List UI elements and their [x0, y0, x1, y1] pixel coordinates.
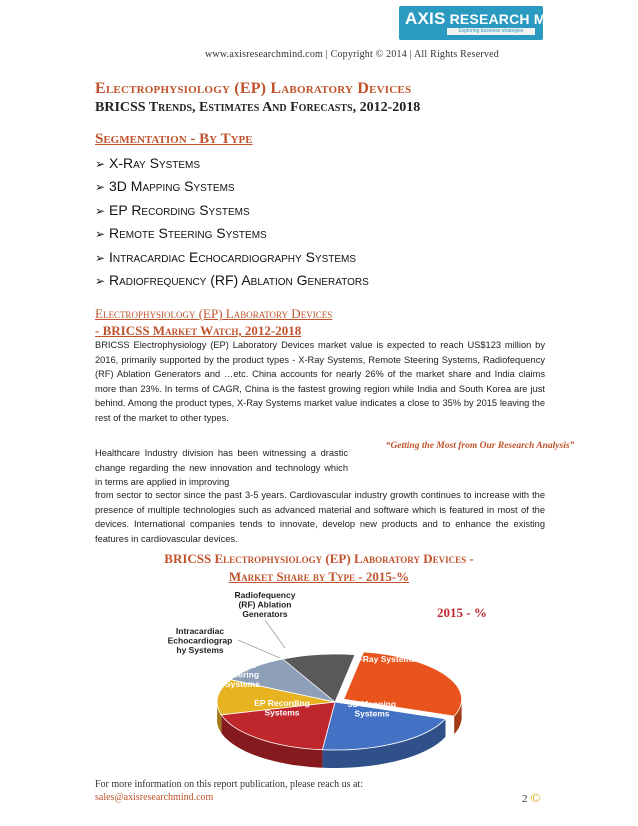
arrow-bullet-icon: ➢ — [95, 227, 106, 242]
arrow-bullet-icon: ➢ — [95, 273, 106, 288]
pie-slice-label: 3D Mapping Systems — [347, 699, 397, 719]
pie-chart-svg — [150, 590, 510, 775]
market-watch-paragraph: BRICSS Electrophysiology (EP) Laboratory Devices market value is expected to reach US$123 million by 2016, primarily supported by the product types - X-Ray Systems, Remote Steering Systems, Radiofequency (RF) Ablation Generators and …etc. China accounts for nearly 26% of the market share and India claims more than 23%. In terms of CAGR, China is the fastest growing region while India and South Korea are just behind. Among the product types, X-Ray Systems market value indicates a close to 35% by 2015 leaving the rest of the market to other types. — [95, 340, 545, 423]
chart-section-title-line2: Market Share by Type - 2015-% — [228, 569, 410, 584]
industry-paragraph-part2: from sector to sector since the past 3-5 years. Cardiovascular industry growth continues to increase with the presence of multiple technologies such as advanced material and software which is featured in most of the devices. International companies tends to innovate, develop new products and to enhance the existing features in cardiovascular devices. — [95, 490, 545, 544]
leader-line — [265, 620, 285, 648]
copyright-icon: © — [530, 790, 541, 805]
chart-section-title-line1: BRICSS Electrophysiology (EP) Laboratory Devices - — [164, 551, 474, 566]
segmentation-item-label: EP Recording Systems — [109, 201, 250, 218]
segmentation-item — [95, 201, 369, 224]
segmentation-item — [95, 154, 369, 177]
research-quote: “Getting the Most from Our Research Analysis” — [385, 441, 575, 451]
footer-email-link[interactable]: sales@axisresearchmind.com — [95, 792, 214, 803]
segmentation-item-label: Radiofrequency (RF) Ablation Generators — [109, 271, 369, 288]
arrow-bullet-icon: ➢ — [95, 203, 106, 218]
industry-paragraph-part1: Healthcare Industry division has been witnessing a drastic change regarding the new innovation and technology which in terms are applied in improving — [95, 448, 348, 488]
pie-slice-label: Radiofequency (RF) Ablation Generators — [234, 590, 296, 619]
segmentation-item-label: X-Ray Systems — [109, 155, 201, 171]
arrow-bullet-icon: ➢ — [95, 180, 106, 195]
logo-tagline: Exploring business strategies — [447, 28, 535, 35]
page-number: 2 © — [522, 790, 541, 805]
pie-slice-label: Intracardiac Echocardiograp hy Systems — [167, 626, 233, 655]
segmentation-item — [95, 271, 369, 294]
market-share-chart — [150, 590, 510, 775]
market-watch-heading-line2: - BRICSS Market Watch, 2012-2018 — [95, 323, 302, 338]
segmentation-item-label: 3D Mapping Systems — [109, 178, 235, 195]
footer-contact-text: For more information on this report publication, please reach us at: — [95, 779, 363, 790]
segmentation-item — [95, 248, 369, 271]
segmentation-item-label: Remote Steering Systems — [109, 225, 267, 242]
segmentation-item-label: Intracardiac Echocardiography Systems — [109, 248, 357, 265]
arrow-bullet-icon: ➢ — [95, 250, 106, 265]
segmentation-item — [95, 177, 369, 200]
page-subtitle: BRICSS Trends, Estimates And Forecasts, 2012-2018 — [95, 100, 421, 115]
company-logo — [399, 6, 571, 40]
segmentation-item — [95, 224, 369, 247]
market-watch-heading-line1: Electrophysiology (EP) Laboratory Devices — [95, 306, 333, 321]
page-title: Electrophysiology (EP) Laboratory Devices — [95, 80, 412, 97]
arrow-bullet-icon: ➢ — [95, 157, 106, 171]
pie-slice-label: X-Ray Systems — [354, 654, 416, 664]
logo-brand: AXIS RESEARCH MIND — [405, 9, 571, 28]
segmentation-heading: Segmentation - By Type — [95, 131, 253, 147]
leader-line — [238, 640, 280, 658]
pie-slice-label: EP Recording Systems — [254, 698, 310, 718]
header-text: www.axisresearchmind.com | Copyright © 2014 | All Rights Reserved — [205, 49, 499, 60]
segmentation-list — [95, 154, 369, 294]
pie-slice-label: Remote Steering Systems — [225, 660, 260, 689]
pie-chart-title: 2015 - % — [437, 605, 487, 620]
